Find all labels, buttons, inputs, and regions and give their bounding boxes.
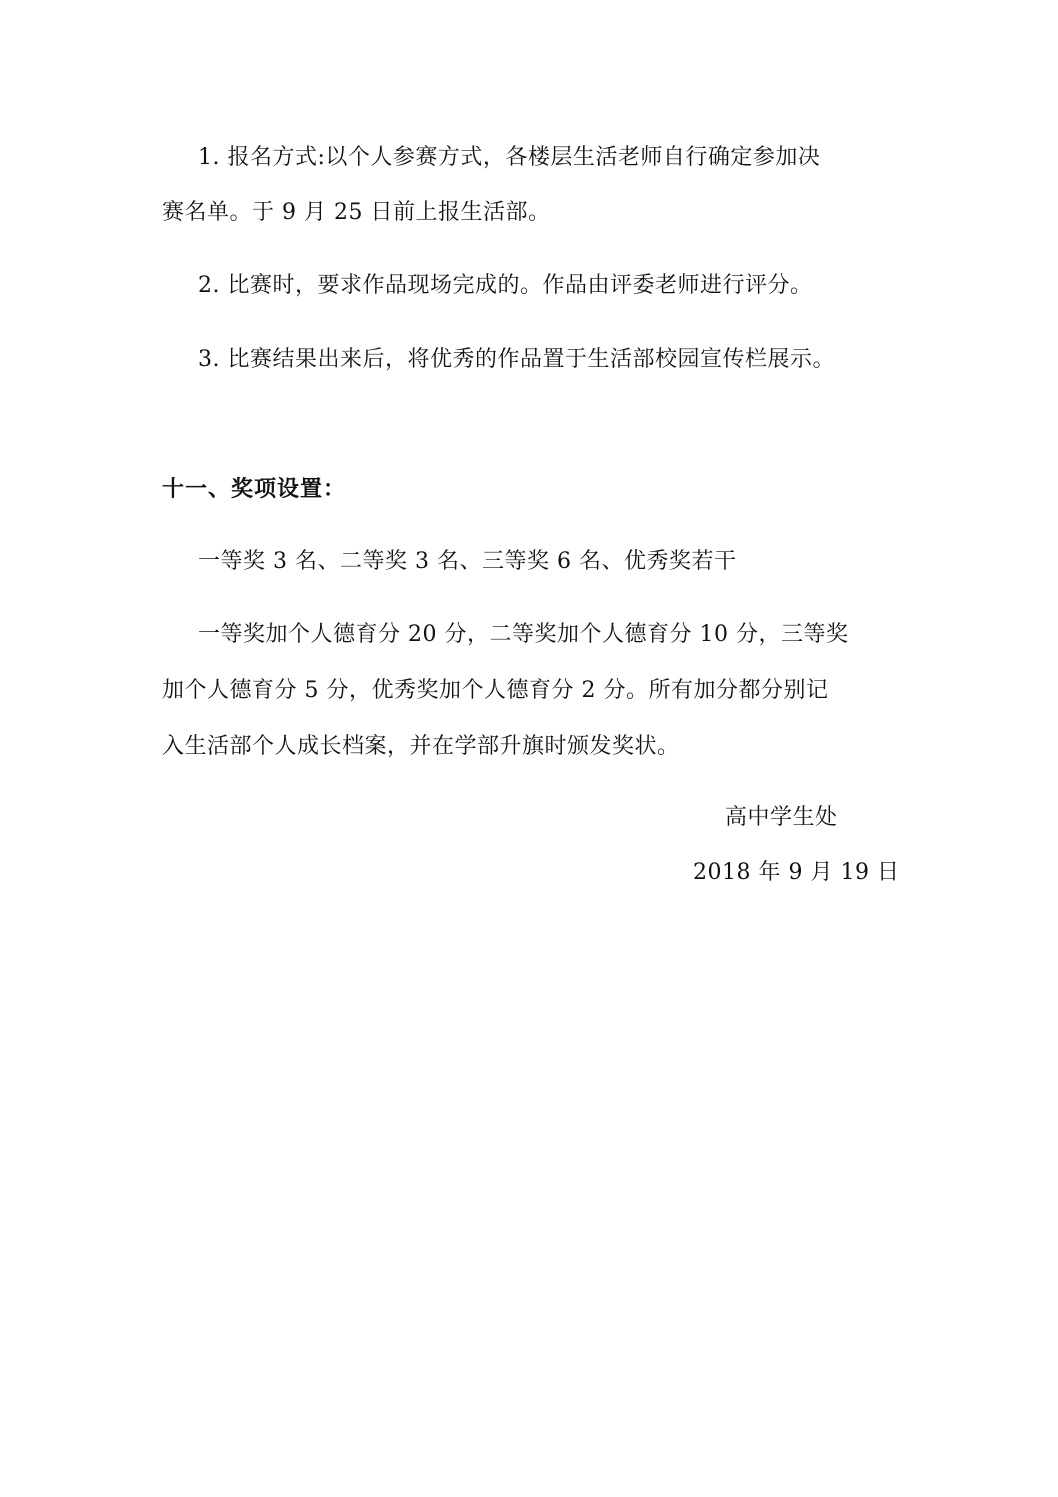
- points-line-2: 加个人德育分 5 分，优秀奖加个人德育分 2 分。所有加分都分别记: [162, 678, 829, 703]
- item-2-line-1: 2. 比赛时，要求作品现场完成的。作品由评委老师进行评分。: [198, 273, 813, 298]
- signature-date: 2018 年 9 月 19 日: [693, 860, 900, 885]
- awards-line: 一等奖 3 名、二等奖 3 名、三等奖 6 名、优秀奖若干: [198, 549, 737, 574]
- item-1-line-2: 赛名单。于 9 月 25 日前上报生活部。: [162, 200, 551, 225]
- signature-org: 高中学生处: [725, 805, 838, 830]
- section-heading: 十一、奖项设置：: [162, 477, 347, 502]
- points-line-3: 入生活部个人成长档案，并在学部升旗时颁发奖状。: [162, 734, 680, 759]
- item-3-line-1: 3. 比赛结果出来后，将优秀的作品置于生活部校园宣传栏展示。: [198, 347, 835, 372]
- points-line-1: 一等奖加个人德育分 20 分，二等奖加个人德育分 10 分，三等奖: [198, 622, 849, 647]
- item-1-line-1: 1. 报名方式:以个人参赛方式，各楼层生活老师自行确定参加决: [198, 145, 821, 170]
